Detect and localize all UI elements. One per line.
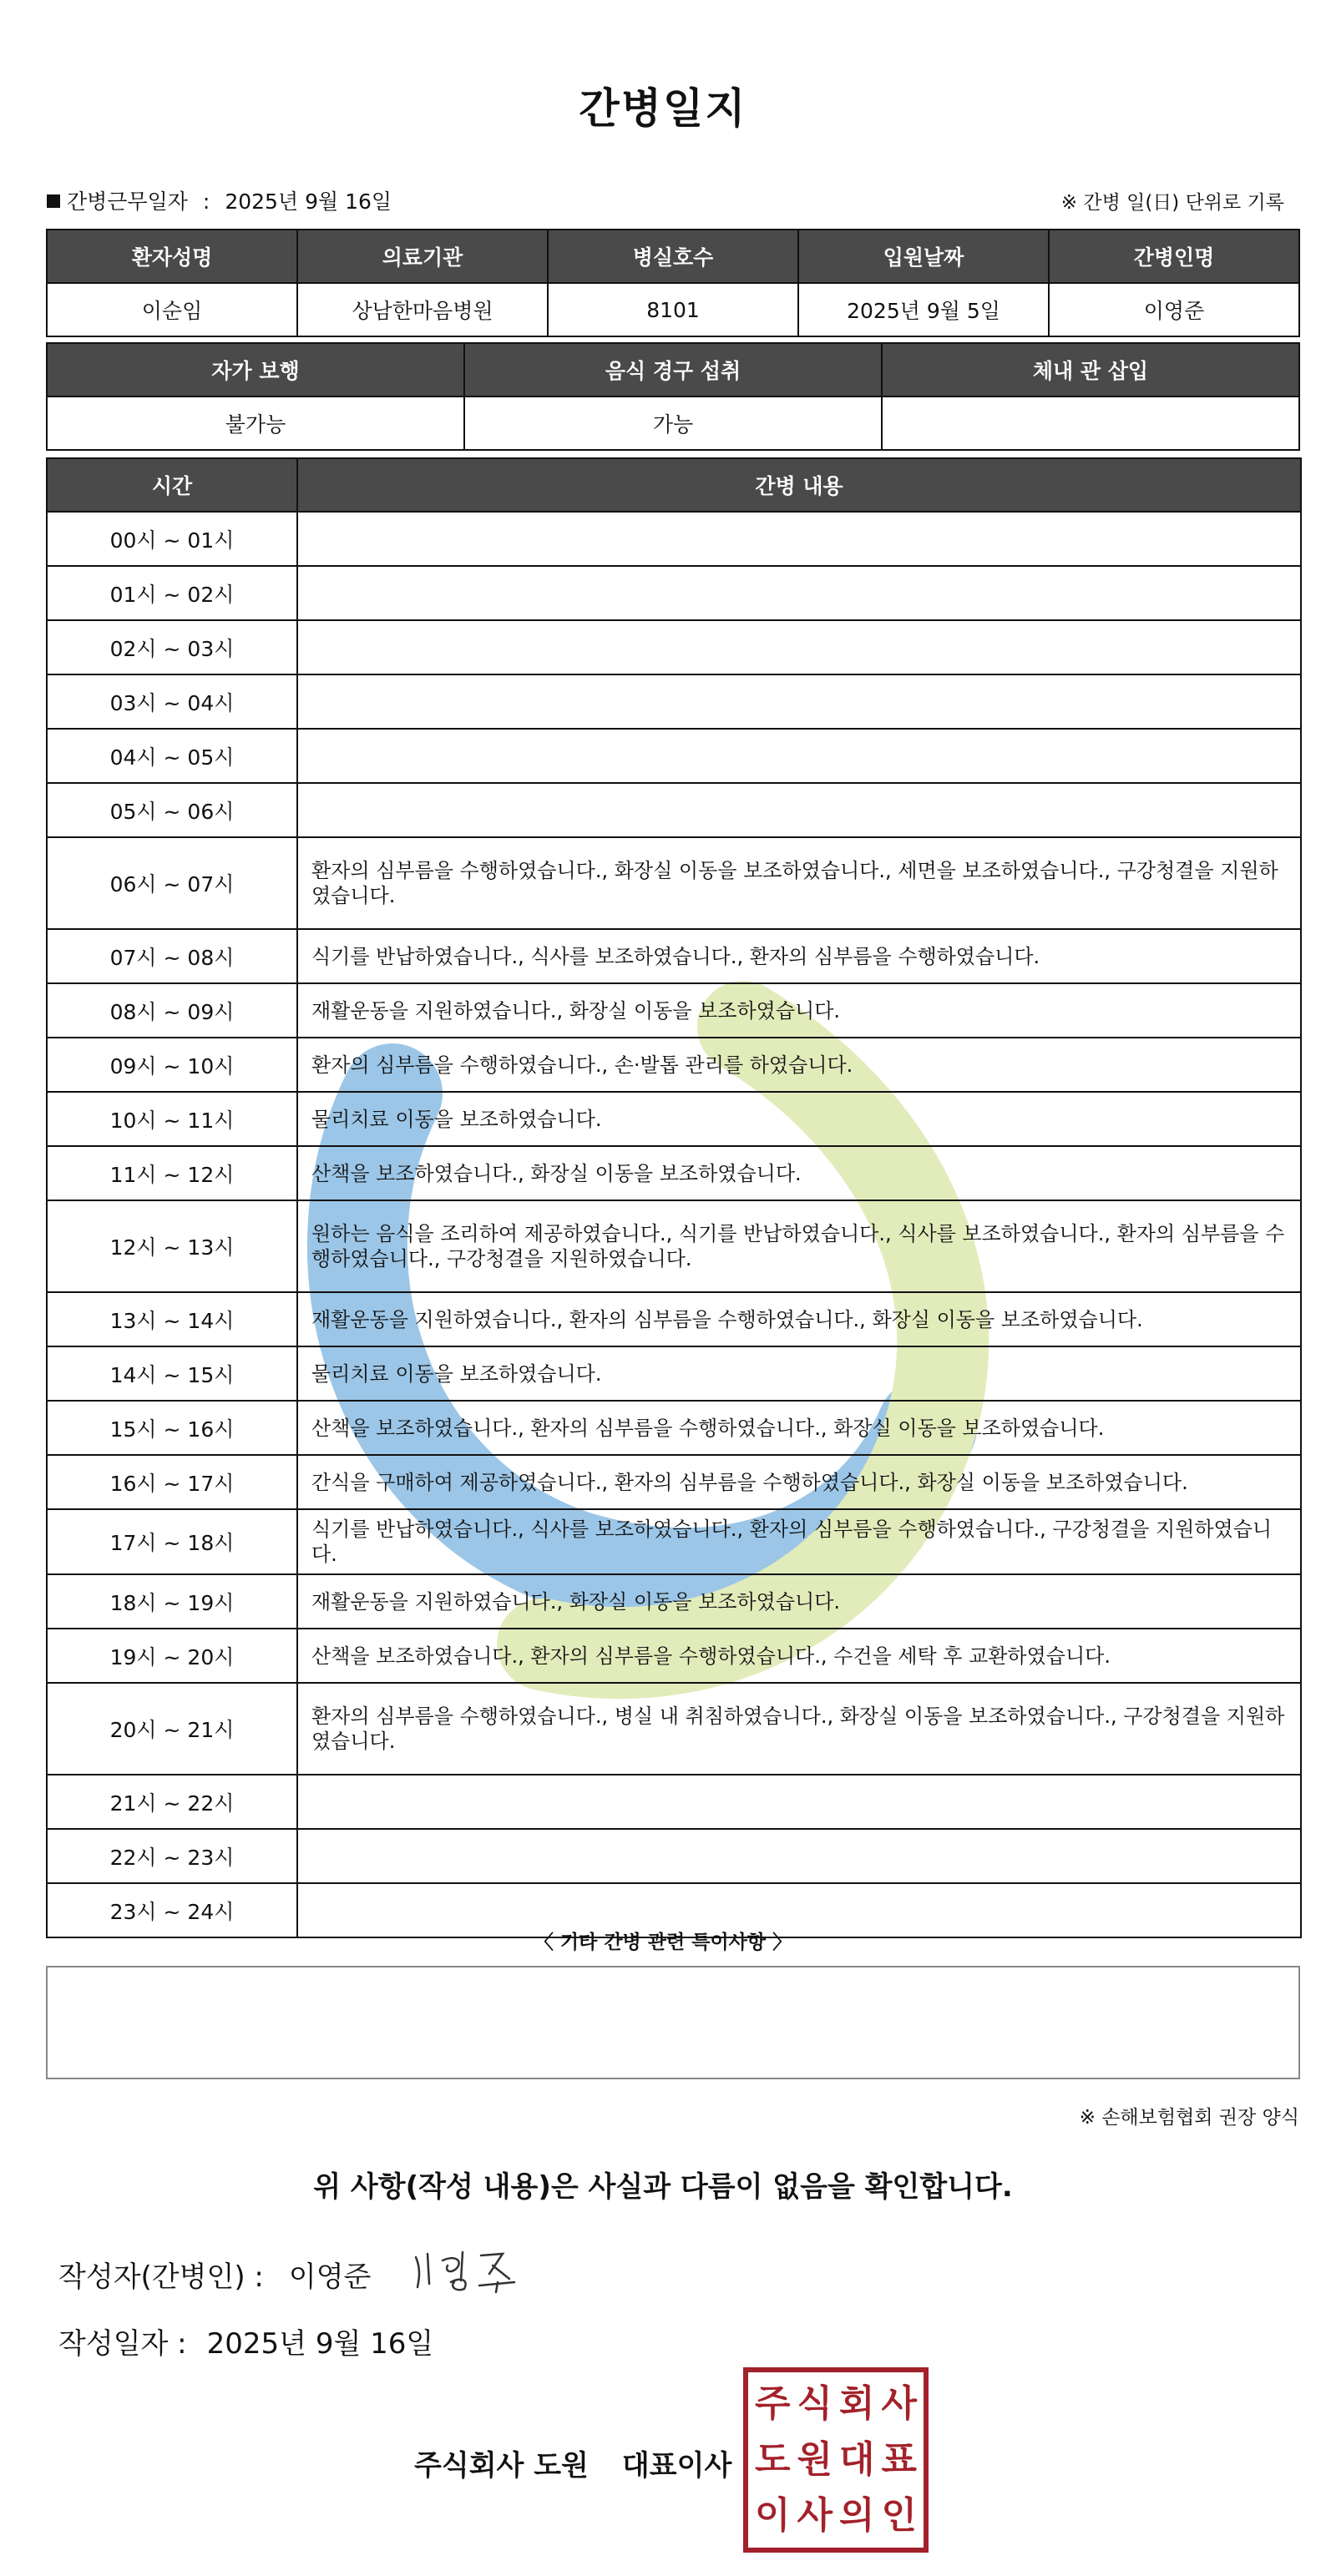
time-cell: 22시 ~ 23시 [47,1829,297,1883]
header-hospital: 의료기관 [297,230,548,283]
time-cell: 14시 ~ 15시 [47,1346,297,1401]
time-cell: 02시 ~ 03시 [47,620,297,674]
care-content-cell: 식기를 반납하였습니다., 식사를 보조하였습니다., 환자의 심부름을 수행하였습니다., 구강청결을 지원하였습니다. [297,1509,1301,1574]
time-cell: 16시 ~ 17시 [47,1455,297,1509]
work-date-separator: : [202,189,210,214]
care-content-cell [297,1775,1301,1829]
written-date-label: 작성일자 : [58,2327,187,2361]
care-content-cell: 물리치료 이동을 보조하였습니다. [297,1346,1301,1401]
time-cell: 05시 ~ 06시 [47,783,297,837]
care-content-cell [297,729,1301,783]
time-cell: 23시 ~ 24시 [47,1883,297,1937]
time-cell: 15시 ~ 16시 [47,1401,297,1455]
care-content-cell: 산책을 보조하였습니다., 환자의 심부름을 수행하였습니다., 화장실 이동을 보조하였습니다. [297,1401,1301,1455]
company-name: 주식회사 도원 [414,2449,589,2483]
care-content-cell [297,620,1301,674]
care-content-cell: 산책을 보조하였습니다., 화장실 이동을 보조하였습니다. [297,1146,1301,1200]
header-admission-date: 입원날짜 [798,230,1049,283]
admission-date: 2025년 9월 5일 [798,283,1049,336]
square-bullet-icon [47,194,60,208]
care-content-cell [297,566,1301,620]
work-date-value: 2025년 9월 16일 [225,189,392,214]
room-number: 8101 [548,283,798,336]
care-content-cell [297,1829,1301,1883]
extra-notes-title: 〈 기타 간병 관련 특이사항 〉 [534,1932,792,1953]
care-content-cell: 환자의 심부름을 수행하였습니다., 화장실 이동을 보조하였습니다., 세면을 보조하였습니다., 구강청결을 지원하였습니다. [297,837,1301,929]
hospital-name: 상남한마음병원 [297,283,548,336]
company-role: 대표이사 [621,2449,732,2483]
care-content-cell: 원하는 음식을 조리하여 제공하였습니다., 식기를 반납하였습니다., 식사를 보조하였습니다., 환자의 심부름을 수행하였습니다., 구강청결을 지원하였습니다. [297,1200,1301,1292]
work-date-row [47,185,392,215]
time-cell: 06시 ~ 07시 [47,837,297,929]
header-oral-intake: 음식 경구 섭취 [464,343,882,397]
care-content-cell: 환자의 심부름을 수행하였습니다., 병실 내 취침하였습니다., 화장실 이동을 보조하였습니다., 구강청결을 지원하였습니다. [297,1683,1301,1775]
time-cell: 18시 ~ 19시 [47,1574,297,1629]
time-cell: 19시 ~ 20시 [47,1629,297,1683]
work-date-label: 간병근무일자 [67,189,188,214]
time-cell: 21시 ~ 22시 [47,1775,297,1829]
oral-intake-value: 가능 [464,397,882,450]
written-date-value: 2025년 9월 16일 [206,2327,434,2361]
time-cell: 10시 ~ 11시 [47,1092,297,1146]
written-date-row [58,2321,433,2361]
unit-note: ※ 간병 일(日) 단위로 기록 [1060,192,1284,214]
document-title: 간병일지 [579,84,747,133]
tube-insertion-value [882,397,1299,450]
time-cell: 12시 ~ 13시 [47,1200,297,1292]
care-log-table [46,457,1302,1938]
handwritten-signature [409,2244,526,2294]
care-content-cell [297,674,1301,729]
header-caregiver-name: 간병인명 [1049,230,1299,283]
time-cell: 04시 ~ 05시 [47,729,297,783]
header-time: 시간 [47,458,297,512]
care-content-cell: 재활운동을 지원하였습니다., 환자의 심부름을 수행하였습니다., 화장실 이동을 보조하였습니다. [297,1292,1301,1346]
header-room-number: 병실호수 [548,230,798,283]
time-cell: 08시 ~ 09시 [47,983,297,1038]
time-cell: 07시 ~ 08시 [47,929,297,983]
patient-info-table [46,229,1300,337]
company-seal-icon: 주 식 회 사 도 원 대 표 이 사 의 인 [743,2367,929,2553]
care-content-cell [297,783,1301,837]
care-content-cell: 산책을 보조하였습니다., 환자의 심부름을 수행하였습니다., 수건을 세탁 후 교환하였습니다. [297,1629,1301,1683]
recommend-note: ※ 손해보험협회 권장 양식 [1079,2107,1299,2129]
patient-ability-table [46,342,1300,451]
header-patient-name: 환자성명 [47,230,297,283]
header-care-content: 간병 내용 [297,458,1301,512]
time-cell: 09시 ~ 10시 [47,1038,297,1092]
writer-row [58,2254,371,2295]
care-content-cell: 재활운동을 지원하였습니다., 화장실 이동을 보조하였습니다. [297,983,1301,1038]
header-tube-insertion: 체내 관 삽입 [882,343,1299,397]
time-cell: 20시 ~ 21시 [47,1683,297,1775]
care-content-cell [297,512,1301,566]
care-content-cell: 물리치료 이동을 보조하였습니다. [297,1092,1301,1146]
care-content-cell: 간식을 구매하여 제공하였습니다., 환자의 심부름을 수행하였습니다., 화장실 이동을 보조하였습니다. [297,1455,1301,1509]
time-cell: 01시 ~ 02시 [47,566,297,620]
company-row [414,2442,731,2483]
care-content-cell: 식기를 반납하였습니다., 식사를 보조하였습니다., 환자의 심부름을 수행하였습니다. [297,929,1301,983]
extra-notes-box [46,1966,1300,2079]
time-cell: 00시 ~ 01시 [47,512,297,566]
care-content-cell: 환자의 심부름을 수행하였습니다., 손·발톱 관리를 하였습니다. [297,1038,1301,1092]
writer-label: 작성자(간병인) : [58,2260,264,2294]
self-walking-value: 불가능 [47,397,464,450]
header-self-walking: 자가 보행 [47,343,464,397]
time-cell: 03시 ~ 04시 [47,674,297,729]
confirm-statement: 위 사항(작성 내용)은 사실과 다름이 없음을 확인합니다. [313,2170,1013,2204]
time-cell: 13시 ~ 14시 [47,1292,297,1346]
time-cell: 17시 ~ 18시 [47,1509,297,1574]
caregiver-name: 이영준 [1049,283,1299,336]
care-content-cell: 재활운동을 지원하였습니다., 화장실 이동을 보조하였습니다. [297,1574,1301,1629]
patient-name: 이순임 [47,283,297,336]
time-cell: 11시 ~ 12시 [47,1146,297,1200]
writer-name: 이영준 [288,2260,372,2294]
